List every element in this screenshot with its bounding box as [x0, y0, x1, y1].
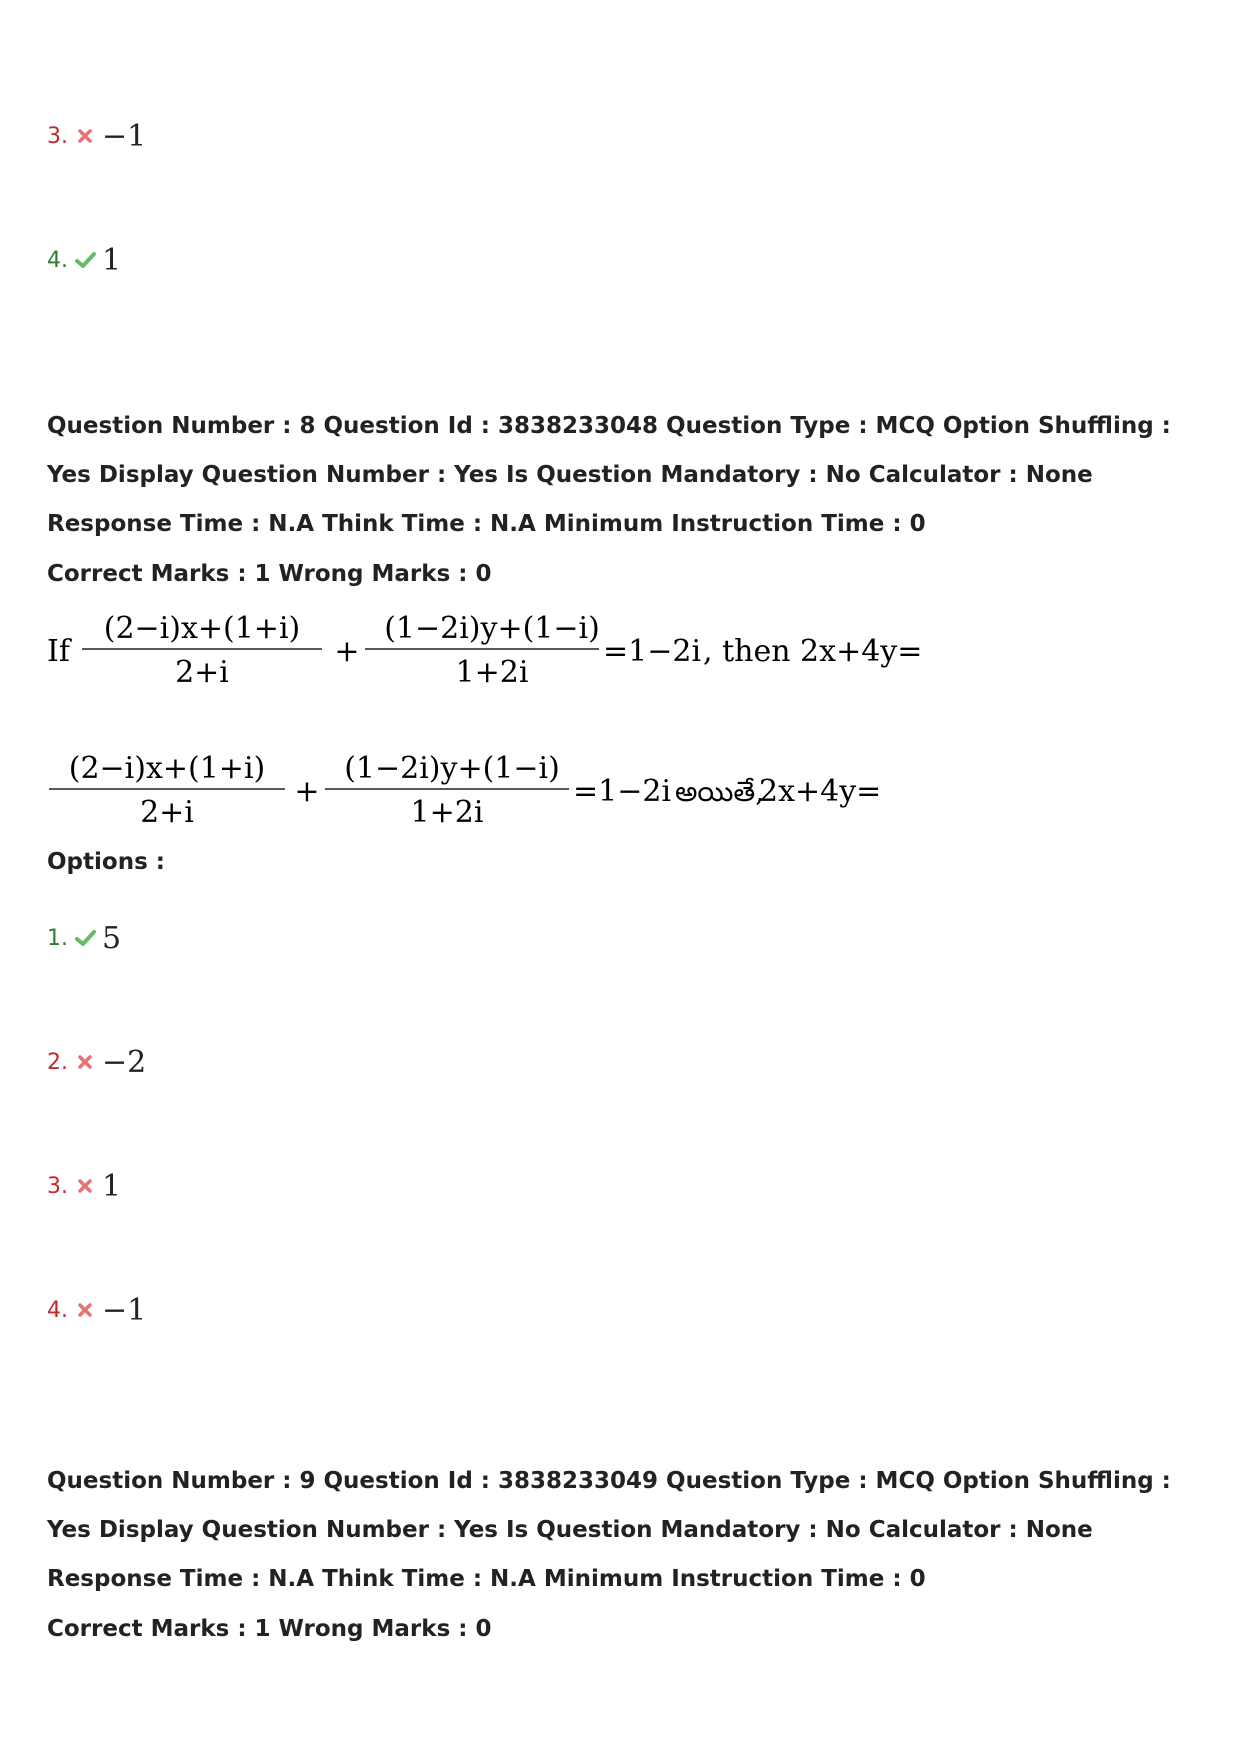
option-value: 1 — [102, 1168, 122, 1204]
eq-tail: 2x+4y= — [759, 774, 882, 809]
option-number: 2. — [47, 1049, 68, 1075]
question-marks: Correct Marks : 1 Wrong Marks : 0 — [47, 1616, 492, 1642]
option-value: −1 — [102, 1292, 147, 1328]
option-number: 1. — [47, 925, 68, 951]
cross-icon — [74, 1175, 96, 1197]
cross-icon — [74, 125, 96, 147]
eq-numerator-1: (2−i)x+(1+i) — [68, 751, 266, 786]
option-4 — [47, 240, 121, 280]
eq-rhs: =1−2i — [573, 774, 672, 809]
options-label: Options : — [47, 849, 165, 875]
eq-tail: , then 2x+4y= — [703, 634, 923, 669]
option-3 — [47, 116, 146, 156]
eq-lead: If — [47, 634, 70, 669]
cross-icon — [74, 1051, 96, 1073]
option-1 — [47, 918, 121, 958]
eq-denominator-1: 2+i — [175, 655, 229, 690]
eq-rhs: =1−2i — [603, 634, 702, 669]
option-value: 1 — [102, 242, 122, 278]
option-value: −2 — [102, 1044, 147, 1080]
option-2 — [47, 1042, 146, 1082]
eq-numerator-2: (1−2i)y+(1−i) — [344, 751, 560, 786]
question-meta: Question Number : 9 Question Id : 3838233049 Question Type : MCQ Option Shuffling : Yes Display Question Number : Yes Is Question Mandatory : No Calculator : None Response Time : N.A Think Time : N.A Minimum Instruction Time : 0 — [47, 1468, 1171, 1592]
option-value: 5 — [102, 920, 122, 956]
eq-denominator-2: 1+2i — [410, 795, 484, 830]
option-number: 4. — [47, 1297, 68, 1323]
cross-icon — [74, 1299, 96, 1321]
check-icon — [74, 249, 96, 271]
option-4 — [47, 1290, 146, 1330]
option-number: 3. — [47, 123, 68, 149]
eq-plus: + — [334, 634, 360, 669]
check-icon — [74, 927, 96, 949]
question-marks: Correct Marks : 1 Wrong Marks : 0 — [47, 561, 492, 587]
option-value: −1 — [102, 118, 147, 154]
option-number: 4. — [47, 247, 68, 273]
question-equation-telugu — [47, 744, 927, 840]
question-equation-english — [47, 604, 927, 700]
question-meta: Question Number : 8 Question Id : 3838233048 Question Type : MCQ Option Shuffling : Yes Display Question Number : Yes Is Question Mandatory : No Calculator : None Response Time : N.A Think Time : N.A Minimum Instruction Time : 0 — [47, 413, 1171, 537]
eq-numerator-1: (2−i)x+(1+i) — [103, 611, 301, 646]
eq-denominator-2: 1+2i — [455, 655, 529, 690]
eq-numerator-2: (1−2i)y+(1−i) — [384, 611, 600, 646]
eq-plus: + — [294, 774, 320, 809]
eq-telugu-word: అయితే, — [675, 775, 765, 808]
eq-denominator-1: 2+i — [140, 795, 194, 830]
option-number: 3. — [47, 1173, 68, 1199]
option-3 — [47, 1166, 121, 1206]
